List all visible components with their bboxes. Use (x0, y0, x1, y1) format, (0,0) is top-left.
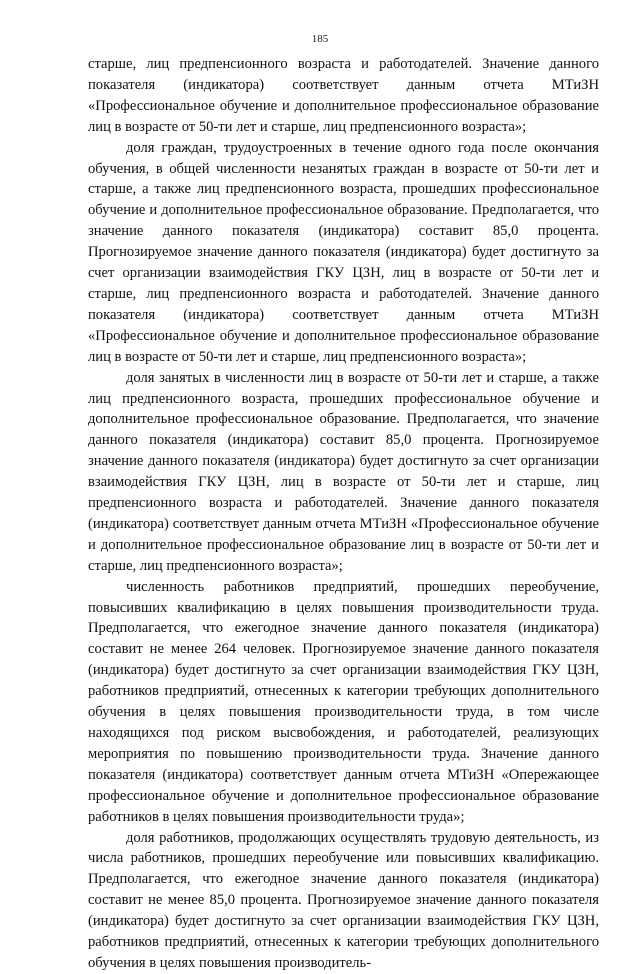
paragraph-employed-after-training-share: доля граждан, трудоустроенных в течение одного года после окончания обучения, в общей численности незанятых граждан в возрасте от 50-ти лет и старше, а также лиц предпенсионного возраста, прошедших профессиональное обучение и дополнительное профессиональное образование. Предполагается, что значение данного показателя (индикатора) составит 85,0 процента. Прогнозируемое значение данного показателя (индикатора) будет достигнуто за счет организации взаимодействия ГКУ ЦЗН, лиц в возрасте от 50-ти лет и старше, лиц предпенсионного возраста и работодателей. Значение данного показателя (индикатора) соответствует данным отчета МТиЗН «Профессиональное обучение и дополнительное профессиональное образование лиц в возрасте от 50-ти лет и старше, лиц предпенсионного возраста»; (88, 139, 599, 365)
paragraph-employed-share: доля занятых в численности лиц в возрасте от 50-ти лет и старше, а также лиц предпенсионного возраста, прошедших профессиональное обучение и дополнительное профессиональное образование. Предполагается, что значение данного показателя (индикатора) составит 85,0 процента. Прогнозируемое значение данного показателя (индикатора) будет достигнуто за счет организации взаимодействия ГКУ ЦЗН, лиц в возрасте от 50-ти лет и старше, лиц предпенсионного возраста и работодателей. Значение данного показателя (индикатора) соответствует данным отчета МТиЗН «Профессиональное обучение и дополнительное профессиональное образование лиц в возрасте от 50-ти лет и старше, лиц предпенсионного возраста»; (88, 369, 599, 574)
paragraph-continuing-workers-share: доля работников, продолжающих осуществлять трудовую деятельность, из числа работников, прошедших переобучение или повысивших квалификацию. Предполагается, что ежегодное значение данного показателя (индикатора) составит не менее 85,0 процента. Прогнозируемое значение данного показателя (индикатора) будет достигнуто за счет организации взаимодействия ГКУ ЦЗН, работников предприятий, отнесенных к категории требующих дополнительного обучения в целях повышения производитель- (88, 829, 599, 971)
document-body (88, 54, 599, 974)
paragraph-retrained-workers-count: численность работников предприятий, прошедших переобучение, повысивших квалификацию в целях повышения производительности труда. Предполагается, что ежегодное значение данного показателя (индикатора) составит не менее 264 человек. Прогнозируемое значение данного показателя (индикатора) будет достигнуто за счет организации взаимодействия ГКУ ЦЗН, работников предприятий, отнесенных к категории требующих дополнительного обучения в целях повышения производительности труда, в том числе находящихся под риском высвобождения, и работодателей, реализующих мероприятия по повышению производительности труда. Значение данного показателя (индикатора) соответствует данным отчета МТиЗН «Опережающее профессиональное обучение и дополнительное профессиональное образование работников в целях повышения производительности труда»; (88, 578, 599, 825)
page-number: 185 (311, 33, 329, 45)
paragraph-continuation: старше, лиц предпенсионного возраста и работодателей. Значение данного показателя (индикатора) соответствует данным отчета МТиЗН «Профессиональное обучение и дополнительное профессиональное образование лиц в возрасте от 50-ти лет и старше, лиц предпенсионного возраста»; (88, 56, 599, 135)
